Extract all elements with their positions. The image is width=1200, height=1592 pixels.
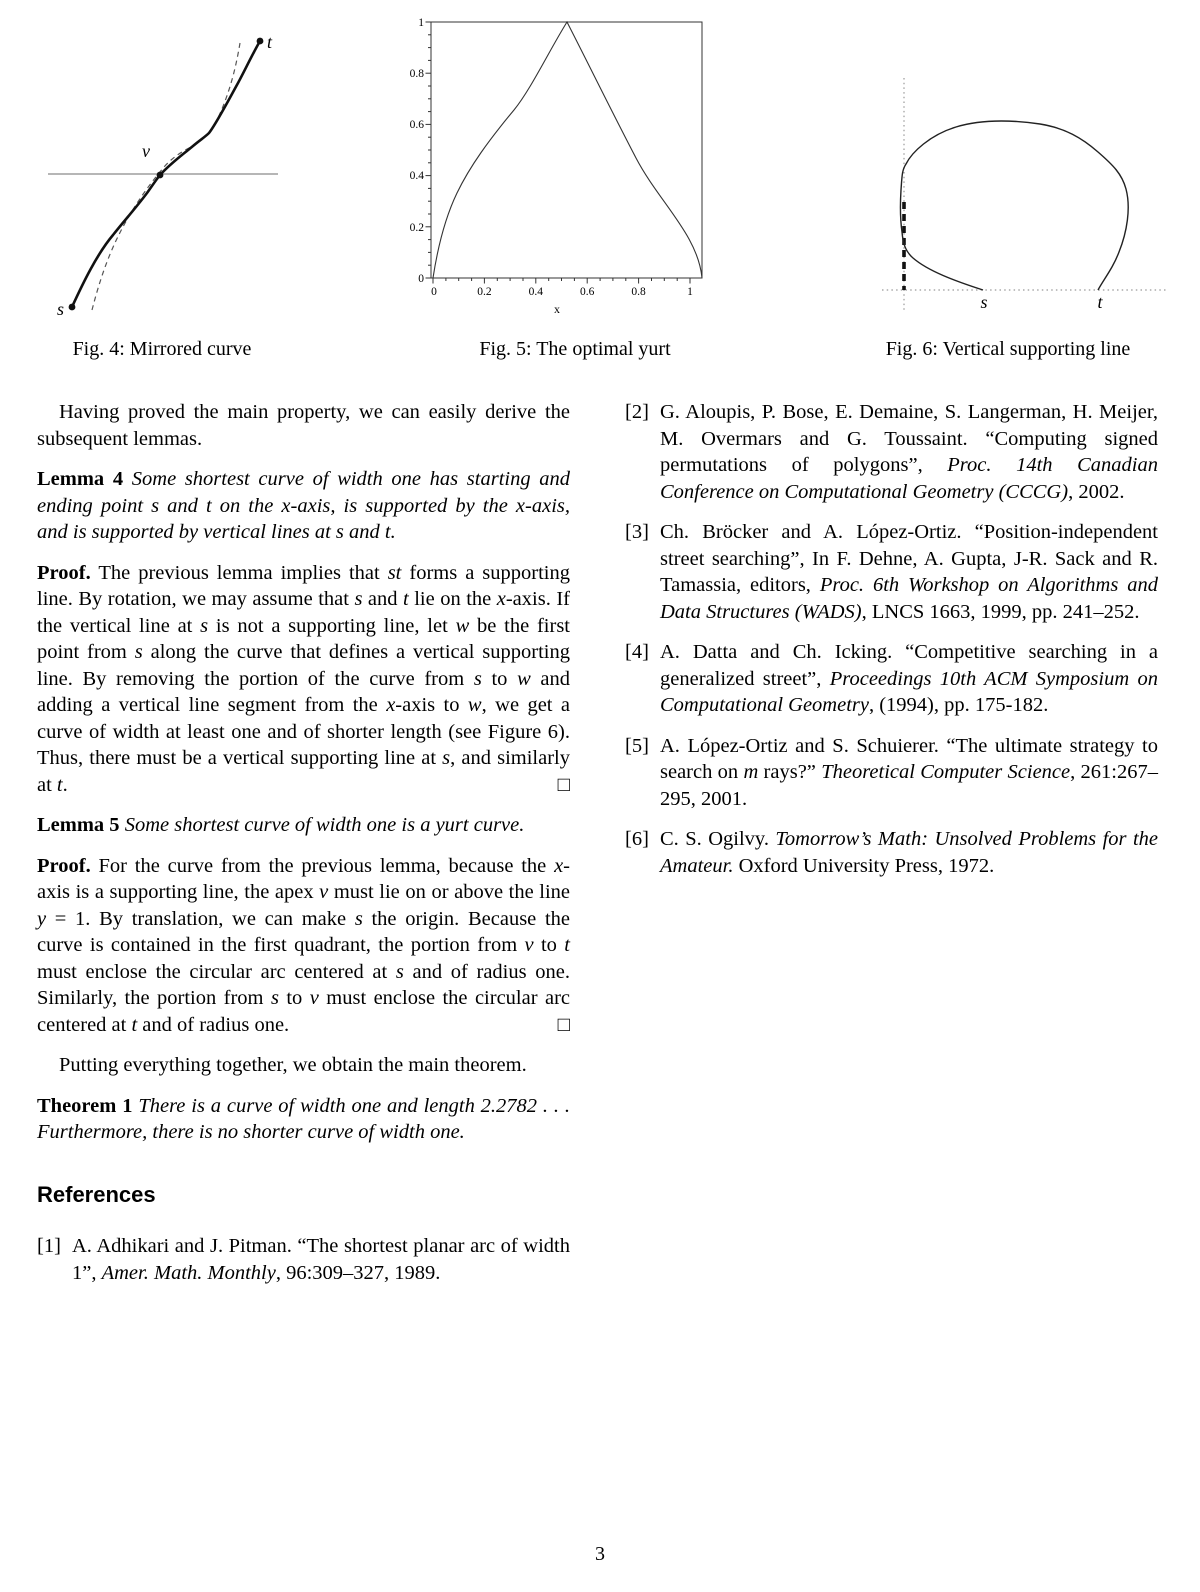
proof-lemma-4 — [37, 560, 570, 799]
qed-symbol: □ — [557, 1013, 570, 1036]
point-t-label: t — [1097, 292, 1103, 312]
text-run: lie on the — [408, 588, 497, 610]
point-t-label: t — [267, 32, 273, 52]
text-run: Tomorrow’s Math: Unsolved Problems for the Amateur. — [660, 828, 1158, 877]
svg-text:0.6: 0.6 — [580, 286, 595, 298]
lemma-5 — [37, 812, 570, 839]
svg-text:0.2: 0.2 — [409, 222, 424, 234]
svg-text:0.8: 0.8 — [409, 68, 424, 80]
text-run: A. Datta and Ch. Icking. “Competitive searching in a generalized street”, — [660, 641, 1158, 690]
text-run: Putting everything together, we obtain the main theorem. — [59, 1054, 527, 1076]
text-run: -axis is a supporting line, the apex — [37, 854, 570, 903]
text-run: A. Adhikari and J. Pitman. “The shortest planar arc of width 1”, — [72, 1235, 570, 1284]
text-run: must lie on or above the line — [328, 881, 570, 903]
ref-label: [5] — [625, 734, 649, 757]
ref-label: [2] — [625, 401, 649, 423]
text-run: -axis. If the vertical line at — [37, 588, 570, 637]
text-run: , 261:267–295, 2001. — [660, 761, 1158, 810]
text-run: Some shortest curve of width one has starting and ending point s and t on the x-axis, is supported by the x-axis, and is supported by vertical lines at s and t. — [37, 468, 571, 543]
yurt-curve-path — [433, 22, 702, 278]
svg-text:1: 1 — [418, 17, 424, 29]
text-run: Lemma 5 — [37, 814, 120, 836]
svg-text:0.4: 0.4 — [528, 286, 543, 298]
reference-2 — [625, 399, 1158, 505]
figure-6-vertical-supporting-line — [860, 70, 1180, 320]
text-run: , 96:309–327, 1989. — [275, 1261, 441, 1284]
text-run: w — [467, 694, 482, 716]
point-t-dot — [257, 38, 264, 45]
text-run: s — [395, 960, 404, 983]
ref-label: [6] — [625, 828, 649, 850]
text-run: w — [455, 614, 470, 637]
text-run: t — [56, 773, 63, 796]
plot-frame — [431, 22, 702, 278]
text-run: , and similarly at — [37, 747, 570, 796]
text-run: s — [473, 667, 482, 690]
left-column — [37, 399, 570, 1300]
text-run: For the curve from the previous lemma, because the — [90, 854, 555, 877]
text-run: v — [309, 987, 319, 1009]
svg-text:0.4: 0.4 — [409, 170, 424, 182]
qed-symbol: □ — [557, 773, 570, 796]
text-run: Proc. 14th Canadian Conference on Computational Geometry (CCCG) — [660, 454, 1158, 503]
text-run: forms a supporting line. By rotation, we may assume that — [37, 561, 570, 610]
reference-3 — [625, 519, 1158, 625]
point-s-label: s — [980, 292, 988, 312]
figure-6-caption: Fig. 6: Vertical supporting line — [885, 338, 1131, 360]
text-run: Oxford University Press, 1972. — [733, 854, 995, 877]
ref-label: [4] — [625, 641, 649, 663]
right-column — [625, 399, 1158, 1300]
x-axis-title: x — [554, 302, 560, 316]
text-run: y — [37, 907, 47, 930]
svg-text:0: 0 — [418, 273, 424, 285]
dashed-arc-lower — [92, 147, 191, 310]
text-run: Some shortest curve of width one is a yurt curve. — [124, 814, 525, 836]
text-run: the origin. Because the curve is contained in the first quadrant, the portion from — [37, 907, 570, 956]
text-run: s — [200, 614, 209, 637]
text-run: , (1994), pp. 175-182. — [868, 694, 1049, 716]
text-run: be the first point from — [37, 614, 570, 663]
x-tick-labels — [431, 286, 693, 298]
text-run: -axis to — [395, 694, 468, 716]
references-heading: References — [37, 1181, 156, 1207]
text-run: t — [403, 588, 409, 610]
y-tick-labels — [410, 17, 425, 285]
x-axis-ticks — [433, 278, 690, 284]
text-run: rays?” — [758, 761, 822, 783]
paragraph-putting-together — [37, 1052, 570, 1079]
text-run: x — [554, 854, 564, 877]
text-run: and adding a vertical line segment from the — [37, 667, 570, 716]
curve-path — [900, 121, 1128, 290]
text-run: Proof. — [37, 561, 91, 584]
mirrored-curve-drawing — [40, 25, 290, 325]
text-run: Proof. — [37, 854, 91, 877]
figure-5-optimal-yurt — [405, 12, 715, 322]
text-run: to — [278, 987, 310, 1009]
theorem-1 — [37, 1093, 570, 1146]
text-run: , we get a curve of width at least one and of shorter length (see Figure 6). Thus, there must be a vertical supporting line at — [37, 694, 571, 769]
text-run: , 2002. — [1068, 480, 1125, 503]
text-run: s — [442, 747, 451, 769]
text-run: v — [319, 881, 329, 903]
yurt-plot — [405, 12, 715, 322]
ref-label: [1] — [37, 1235, 61, 1257]
ref-label: [3] — [625, 521, 649, 543]
text-run: Ch. Bröcker and A. López-Ortiz. “Position-independent street searching”, In F. Dehne, A. Gupta, J-R. Sack and R. Tamassia, editors, — [660, 521, 1158, 596]
text-run: t — [564, 934, 570, 956]
point-s-dot — [69, 304, 76, 311]
text-run — [123, 468, 132, 490]
text-run: and of radius one. — [137, 1013, 290, 1036]
text-run: s — [270, 987, 279, 1009]
text-run: Having proved the main property, we can easily derive the subsequent lemmas. — [37, 401, 570, 450]
text-run: is not a supporting line, let — [208, 614, 456, 637]
text-run: . — [62, 773, 68, 796]
svg-text:0.2: 0.2 — [477, 286, 492, 298]
point-v-dot — [157, 172, 164, 179]
text-run: x — [496, 588, 506, 610]
reference-5 — [625, 733, 1158, 813]
text-run: must enclose the circular arc centered at — [37, 987, 570, 1036]
text-run: Theoretical Computer Science — [821, 761, 1071, 783]
text-run: s — [354, 588, 363, 610]
text-run: Theorem 1 — [37, 1094, 133, 1117]
reference-4 — [625, 639, 1158, 719]
text-run: Lemma 4 — [37, 468, 124, 490]
svg-text:0: 0 — [431, 286, 437, 298]
text-run: C. S. Ogilvy. — [660, 828, 776, 850]
svg-text:0.6: 0.6 — [409, 119, 424, 131]
text-run: x — [386, 694, 396, 716]
y-axis-ticks — [426, 22, 432, 278]
reference-1 — [37, 1233, 570, 1286]
proof-lemma-5 — [37, 853, 570, 1039]
svg-text:0.8: 0.8 — [631, 286, 646, 298]
text-run: The previous lemma implies that — [90, 561, 388, 584]
supporting-line-drawing — [860, 70, 1180, 320]
svg-text:1: 1 — [687, 286, 693, 298]
point-v-label: v — [142, 141, 150, 161]
text-run: to — [533, 934, 565, 956]
text-run: to — [481, 667, 518, 690]
text-run: G. Aloupis, P. Bose, E. Demaine, S. Langerman, H. Meijer, M. Overmars and G. Toussaint. “Computing signed permutations of polygons”, — [660, 401, 1158, 476]
text-run: and — [362, 588, 404, 610]
text-run: There is a curve of width one and length 2.2782 . . . Furthermore, there is no shorter curve of width one. — [37, 1094, 571, 1143]
text-run: w — [517, 667, 531, 690]
text-run: st — [387, 561, 402, 584]
text-run: along the curve that defines a vertical supporting line. By removing the portion of the curve from — [37, 641, 570, 690]
text-run: Amer. Math. Monthly — [101, 1261, 276, 1284]
text-run: m — [743, 761, 759, 783]
text-run: s — [354, 907, 363, 930]
figure-4-caption: Fig. 4: Mirrored curve — [72, 338, 252, 360]
text-run: v — [524, 934, 534, 956]
text-run: A. López-Ortiz and S. Schuierer. “The ultimate strategy to search on — [660, 734, 1158, 783]
reference-6 — [625, 826, 1158, 879]
text-run: Proceedings 10th ACM Symposium on Computational Geometry — [660, 667, 1158, 716]
figure-4-mirrored-curve — [40, 25, 290, 325]
text-run: and of radius one. Similarly, the portion from — [37, 960, 570, 1009]
text-run: = 1. By translation, we can make — [46, 907, 355, 930]
paragraph-having-proved — [37, 399, 570, 452]
figure-5-caption: Fig. 5: The optimal yurt — [479, 338, 671, 360]
text-run: , LNCS 1663, 1999, pp. 241–252. — [861, 600, 1140, 623]
lemma-4 — [37, 466, 570, 546]
point-s-label: s — [56, 299, 64, 319]
text-run: s — [134, 641, 143, 663]
text-run: t — [131, 1013, 138, 1036]
text-run: must enclose the circular arc centered at — [37, 960, 396, 983]
body-columns — [37, 399, 1158, 1300]
text-run: Proc. 6th Workshop on Algorithms and Data Structures (WADS) — [660, 574, 1158, 623]
page-number: 3 — [595, 1543, 605, 1565]
